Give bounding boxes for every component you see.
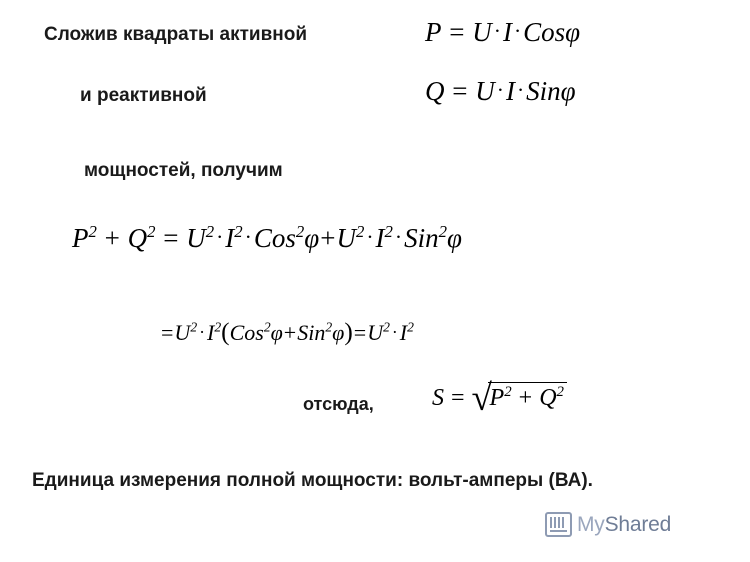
eq4-paren-close: ) [344, 318, 353, 346]
eq2-equals: = [445, 76, 475, 106]
text-hence: отсюда, [303, 394, 374, 414]
eq3-equals: = [156, 223, 186, 253]
eq1-equals: = [442, 17, 472, 47]
eq3-cos: Cos$^2$ [253, 222, 305, 253]
eq3-phi-1: φ [304, 223, 320, 253]
eq3-dot-2: · [244, 225, 252, 250]
eq4-u1: $U^2$ [174, 319, 198, 345]
eq4-dot-2: · [391, 321, 398, 342]
watermark [545, 512, 671, 537]
eq3-plus-1: + [97, 223, 127, 253]
eq4-sin: Sin$^2$ [297, 319, 333, 345]
eq2-dot-2: · [516, 78, 525, 103]
radical-sign-icon: √ [471, 378, 492, 419]
eq2-u: U [475, 76, 495, 106]
eq3-plus-2: + [320, 223, 336, 253]
equation-factored [160, 318, 414, 347]
eq3-i1: $I^2$ [225, 222, 243, 253]
eq2-phi: φ [560, 76, 576, 106]
eq4-i1: $I^2$ [206, 319, 222, 345]
eq3-q: $Q^2$ [127, 222, 156, 253]
eq2-dot-1: · [496, 78, 504, 103]
eq5-radicand: $P^2 + Q^2$ [488, 382, 567, 412]
text-line-2: и реактивной [80, 85, 207, 106]
presentation-icon [545, 512, 572, 537]
eq4-cos: Cos$^2$ [229, 319, 271, 345]
eq2-lhs: Q [425, 76, 445, 106]
eq1-u: U [472, 17, 492, 47]
equation-squares-sum [72, 222, 462, 254]
eq2-i: I [505, 76, 515, 106]
eq4-u2: $U^2$ [367, 319, 390, 345]
eq5-equals: = [445, 385, 471, 411]
watermark-brand-first: My [577, 512, 605, 536]
eq3-u2: $U^2$ [336, 222, 365, 253]
eq1-phi: φ [565, 17, 581, 47]
equation-reactive-power [425, 76, 576, 107]
eq1-i: I [502, 17, 512, 47]
text-conclusion: Единица измерения полной мощности: вольт-амперы (ВА). [32, 470, 593, 491]
eq4-paren-open: ( [221, 318, 230, 346]
text-line-1: Сложив квадраты активной [44, 24, 308, 45]
eq1-dot-1: · [493, 19, 501, 44]
eq4-plus: + [283, 320, 297, 345]
watermark-brand-second: Shared [604, 512, 672, 536]
eq4-equals-1: = [161, 320, 174, 345]
watermark-label [577, 513, 671, 537]
eq3-phi-2: φ [447, 223, 462, 253]
eq3-sin: Sin$^2$ [404, 222, 447, 253]
eq4-dot-1: · [199, 321, 205, 342]
eq3-dot-4: · [394, 225, 403, 250]
eq3-dot-3: · [366, 225, 374, 250]
eq2-sin: Sin [526, 76, 561, 106]
eq4-phi-1: φ [270, 320, 283, 345]
eq5-lhs: S [432, 385, 444, 411]
eq3-p: $P^2$ [72, 222, 97, 253]
text-line-3: мощностей, получим [84, 160, 283, 181]
eq4-equals-2: = [353, 320, 367, 345]
eq3-i2: $I^2$ [375, 222, 393, 253]
eq5-radical [471, 378, 567, 419]
eq1-dot-2: · [513, 19, 522, 44]
equation-apparent-power [432, 378, 567, 419]
eq1-cos: Cos [523, 17, 566, 47]
eq1-lhs: P [425, 17, 442, 47]
eq4-i2: $I^2$ [399, 319, 414, 345]
eq4-phi-2: φ [332, 320, 345, 345]
eq3-dot-1: · [216, 225, 224, 250]
eq3-u1: $U^2$ [186, 222, 215, 253]
equation-active-power [425, 17, 580, 48]
